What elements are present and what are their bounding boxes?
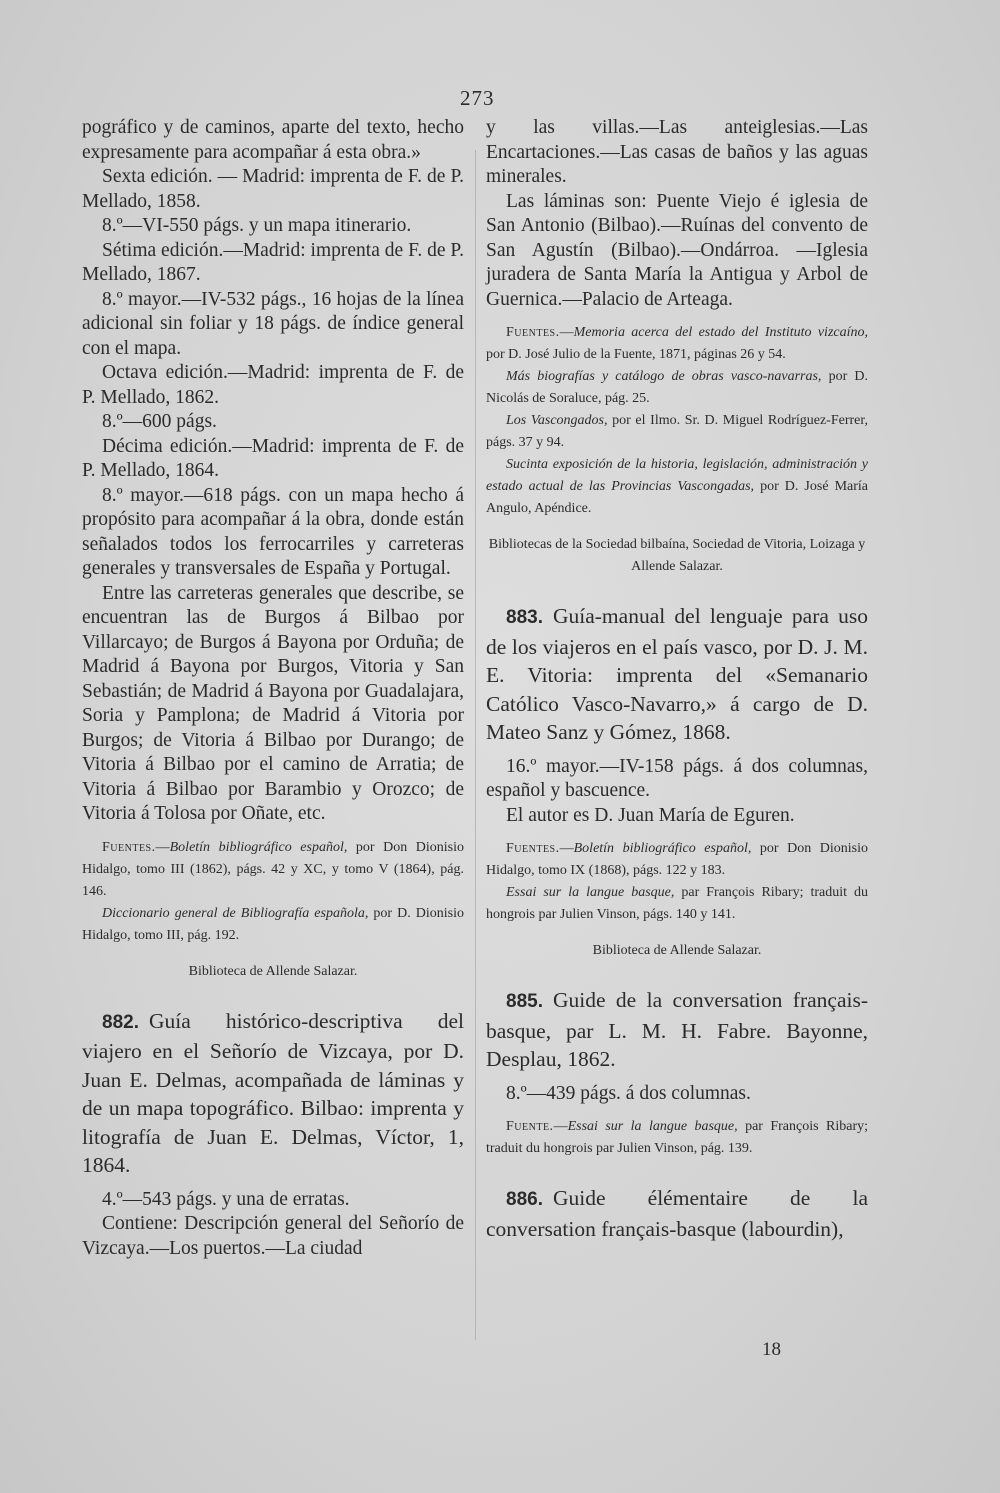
source-label: Fuentes. (506, 325, 560, 340)
source-note (486, 882, 868, 926)
source-detail: por D. Dionisio Hidalgo, tomo III, pág. 192. (82, 905, 464, 943)
paragraph: 8.º—600 págs. (102, 411, 217, 432)
source-detail: par François Ribary; traduit du hongrois par Julien Vinson, págs. 140 y 141. (486, 885, 869, 922)
entry-885 (486, 986, 868, 1074)
entry-886 (486, 1184, 868, 1243)
source-title: Diccionario general de Bibliografía española, (102, 905, 369, 921)
paragraph: 8.º—439 págs. á dos columnas. (506, 1082, 751, 1104)
source-detail: par François Ribary; traduit du hongrois par Julien Vinson, pág. 139. (486, 1119, 868, 1156)
library-note: Biblioteca de Allende Salazar. (188, 963, 358, 979)
source-title: Los Vascongados, (506, 413, 608, 428)
paragraph: 8.º mayor.—IV-532 págs., 16 hojas de la línea adicional sin foliar y 18 págs. de índice general con el mapa. (82, 288, 464, 359)
paragraph: Entre las carreteras generales que describe, se encuentran las de Burgos á Bilbao por Villarcayo; de Burgos á Bayona por Orduña; de Madrid á Bayona por Burgos, Vitoria y San Sebastián; de Madrid á Bayona por Guadalajara, Soria y Pamplona; de Madrid á Vitoria por Burgos; de Vitoria á Bilbao por Durango; de Vitoria á Bilbao por el camino de Arratia; de Vitoria á Bilbao por Barambio y Orozco; de Vitoria á Tolosa por Oñate, etc. (82, 582, 464, 824)
entry-number: 886. (506, 1189, 543, 1210)
paragraph: pográfico y de caminos, aparte del texto, hecho expresamente para acompañar á esta obra.» (82, 117, 464, 163)
entry-number: 882. (102, 1011, 139, 1033)
library-note: Bibliotecas de la Sociedad bilbaína, Sociedad de Vitoria, Loizaga y Allende Salazar. (488, 537, 866, 574)
source-detail: por Don Dionisio Hidalgo, tomo III (1862), págs. 42 y XC, y tomo V (1864), pág. 146. (82, 839, 464, 899)
paragraph: El autor es D. Juan María de Eguren. (506, 804, 795, 826)
source-note: Fuentes.—Boletín bibliográfico español, por Don Dionisio Hidalgo, tomo IX (1868), págs. 122 y 183. (486, 841, 868, 878)
entry-title: Guía-manual del lenguaje para uso de los viajeros en el país vasco, por D. J. M. E. Vitoria: imprenta del «Semanario Católico Vasco-Navarro,» á cargo de D. Mateo Sanz y Gómez, 1868. (486, 604, 868, 744)
source-detail: por Don Dionisio Hidalgo, tomo IX (1868), págs. 122 y 183. (486, 841, 868, 878)
source-title: Essai sur la langue basque, (567, 1119, 738, 1134)
source-title: Memoria acerca del estado del Instituto vizcaíno, (573, 325, 868, 340)
entry-title: Guide élémentaire de la conversation français-basque (labourdin), (486, 1186, 868, 1241)
source-title: Más biografías y catálogo de obras vasco-navarras, (506, 369, 822, 384)
source-title: Boletín bibliográfico español, (573, 841, 752, 856)
paragraph: Décima edición.—Madrid: imprenta de F. de P. Mellado, 1864. (82, 435, 464, 481)
paragraph: 4.º—543 págs. y una de erratas. (102, 1188, 350, 1210)
library-note: Biblioteca de Allende Salazar. (592, 943, 762, 958)
source-note: Fuentes.—Memoria acerca del estado del Instituto vizcaíno, por D. José Julio de la Fuente, 1871, páginas 26 y 54. (486, 325, 868, 362)
entry-882 (82, 1007, 464, 1180)
paragraph: 8.º—VI-550 págs. y un mapa itinerario. (102, 215, 412, 236)
source-note: Fuente.—Essai sur la langue basque, par François Ribary; traduit du hongrois par Julien Vinson, pág. 139. (486, 1119, 868, 1156)
source-note (486, 366, 868, 410)
paragraph: 16.º mayor.—IV-158 págs. á dos columnas, español y bascuence. (486, 755, 868, 801)
source-detail: por D. José María Angulo, Apéndice. (486, 479, 869, 516)
source-title: Sucinta exposición de la historia, legislación, administración y estado actual de las Provincias Vascongadas, (486, 457, 868, 494)
source-detail: por D. José Julio de la Fuente, 1871, páginas 26 y 54. (486, 347, 786, 362)
right-column (486, 116, 868, 1243)
paragraph: Sexta edición. — Madrid: imprenta de F. de P. Mellado, 1858. (82, 166, 464, 212)
paragraph: Octava edición.—Madrid: imprenta de F. de P. Mellado, 1862. (82, 362, 464, 408)
source-note (486, 454, 868, 520)
source-label: Fuentes. (506, 841, 560, 856)
column-divider (475, 150, 476, 1340)
source-label: Fuente. (506, 1119, 554, 1134)
entry-number: 883. (506, 607, 543, 628)
page-number: 273 (460, 86, 495, 110)
paragraph: Sétima edición.—Madrid: imprenta de F. de P. Mellado, 1867. (82, 239, 464, 285)
paragraph: y las villas.—Las anteiglesias.—Las Encartaciones.—Las casas de baños y las aguas minerales. (486, 117, 868, 187)
entry-883 (486, 602, 868, 747)
paragraph: Las láminas son: Puente Viejo é iglesia de San Antonio (Bilbao).—Ruínas del convento de San Agustín (Bilbao).—Ondárroa. —Iglesia juradera de Santa María la Antigua y Arbol de Guernica.—Palacio de Arteaga. (486, 190, 868, 310)
paragraph: Contiene: Descripción general del Señorío de Vizcaya.—Los puertos.—La ciudad (82, 1213, 464, 1259)
entry-title: Guía histórico-descriptiva del viajero en el Señorío de Vizcaya, por D. Juan E. Delmas, acompañada de láminas y de un mapa topográfico. Bilbao: imprenta y litografía de Juan E. Delmas, Víctor, 1, 1864. (82, 1008, 464, 1177)
source-label: Fuentes. (102, 839, 156, 855)
source-detail: por el Ilmo. Sr. D. Miguel Rodríguez-Ferrer, págs. 37 y 94. (486, 413, 868, 450)
source-detail: por D. Nicolás de Soraluce, pág. 25. (486, 369, 868, 406)
source-title: Essai sur la langue basque, (506, 885, 675, 900)
source-note (82, 903, 464, 947)
paragraph: 8.º mayor.—618 págs. con un mapa hecho á propósito para acompañar á la obra, donde están señalados todos los ferrocarriles y carreteras generales y transversales de España y Portugal. (82, 484, 464, 579)
entry-number: 885. (506, 991, 543, 1012)
signature-mark: 18 (762, 1339, 781, 1360)
left-column (82, 116, 464, 1261)
source-note: Fuentes.—Boletín bibliográfico español, por Don Dionisio Hidalgo, tomo III (1862), págs. 42 y XC, y tomo V (1864), pág. 146. (82, 839, 464, 899)
source-title: Boletín bibliográfico español, (169, 839, 348, 855)
entry-title: Guide de la conversation français-basque, par L. M. H. Fabre. Bayonne, Desplau, 1862. (486, 988, 868, 1071)
source-note (486, 410, 868, 454)
